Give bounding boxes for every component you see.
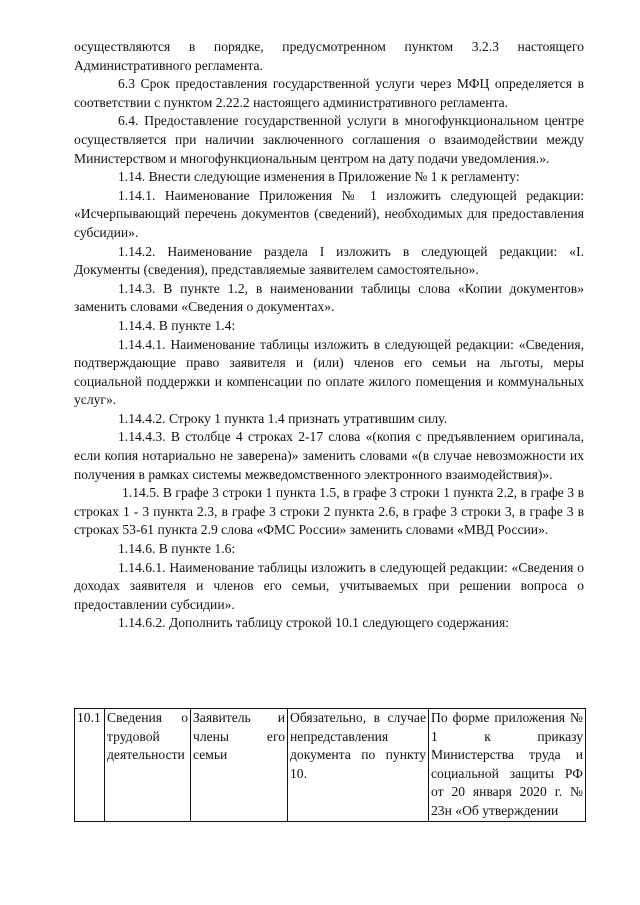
table-cell-info: Сведения о трудовой деятельности bbox=[105, 709, 191, 822]
paragraph: 6.4. Предоставление государственной услуги в многофункциональном центре осуществляется при наличии заключенного соглашения о взаимодействии между Министерством и многофункциональным центром на дату подачи уведомления.». bbox=[74, 113, 584, 166]
paragraph: 1.14.6.1. Наименование таблицы изложить в следующей редакции: «Сведения о доходах заявителя и членов его семьи, учитываемых при решении вопроса о предоставлении субсидии». bbox=[74, 559, 584, 612]
paragraph: 1.14.2. Наименование раздела I изложить в следующей редакции: «I. Документы (сведения), представляемые заявителем самостоятельно». bbox=[74, 243, 584, 278]
paragraph: 1.14.4.2. Строку 1 пункта 1.4 признать утратившим силу. bbox=[118, 410, 447, 426]
table-cell-form: По форме приложения № 1 к приказу Министерства труда и социальной защиты РФ от 20 января 2020 г. № 23н «Об утверждении bbox=[429, 709, 586, 822]
documents-table bbox=[74, 708, 586, 822]
paragraph: 1.14.4.3. В столбце 4 строках 2-17 слова «(копия с предъявлением оригинала, если копия нотариально не заверена)» заменить словами «(в случае невозможности их получения в рамках системы межведомственного электронного взаимодействия)». bbox=[74, 429, 584, 482]
paragraph: 1.14.4. В пункте 1.4: bbox=[118, 317, 236, 333]
paragraph: 1.14.6.2. Дополнить таблицу строкой 10.1 следующего содержания: bbox=[118, 615, 510, 631]
paragraph: 1.14.5. В графе 3 строки 1 пункта 1.5, в графе 3 строки 1 пункта 2.2, в графе 3 в строках 1 - 3 пункта 2.3, в графе 3 строки 2 пункта 2.6, в графе 3 строки 3, в графе 3 в строках 53-61 пункта 2.9 слова «ФМС России» заменить словами «МВД России». bbox=[74, 485, 584, 538]
document-body bbox=[74, 38, 584, 633]
paragraph: 1.14.1. Наименование Приложения № 1 изложить следующей редакции: «Исчерпывающий перечень документов (сведений), необходимых для предоставления субсидии». bbox=[74, 187, 584, 240]
paragraph: 1.14. Внести следующие изменения в Приложение № 1 к регламенту: bbox=[118, 169, 520, 185]
table-cell-condition: Обязательно, в случае непредставления документа по пункту 10. bbox=[288, 709, 429, 822]
paragraph: 1.14.6. В пункте 1.6: bbox=[118, 541, 236, 557]
paragraph: 6.3 Срок предоставления государственной услуги через МФЦ определяется в соответствии с пунктом 2.22.2 настоящего административного регламента. bbox=[74, 76, 584, 110]
table-cell-who: Заявитель и члены его семьи bbox=[191, 709, 288, 822]
table-cell-number: 10.1 bbox=[75, 709, 105, 822]
paragraph: 1.14.4.1. Наименование таблицы изложить в следующей редакции: «Сведения, подтверждающие право заявителя и (или) членов его семьи на льготы, меры социальной поддержки и компенсации по оплате жилого помещения и коммунальных услуг». bbox=[74, 336, 584, 408]
table-row bbox=[75, 709, 586, 822]
paragraph: 1.14.3. В пункте 1.2, в наименовании таблицы слова «Копии документов» заменить словами «Сведения о документах». bbox=[74, 280, 584, 315]
paragraph: осуществляются в порядке, предусмотренном пунктом 3.2.3 настоящего Административного регламента. bbox=[74, 39, 584, 73]
